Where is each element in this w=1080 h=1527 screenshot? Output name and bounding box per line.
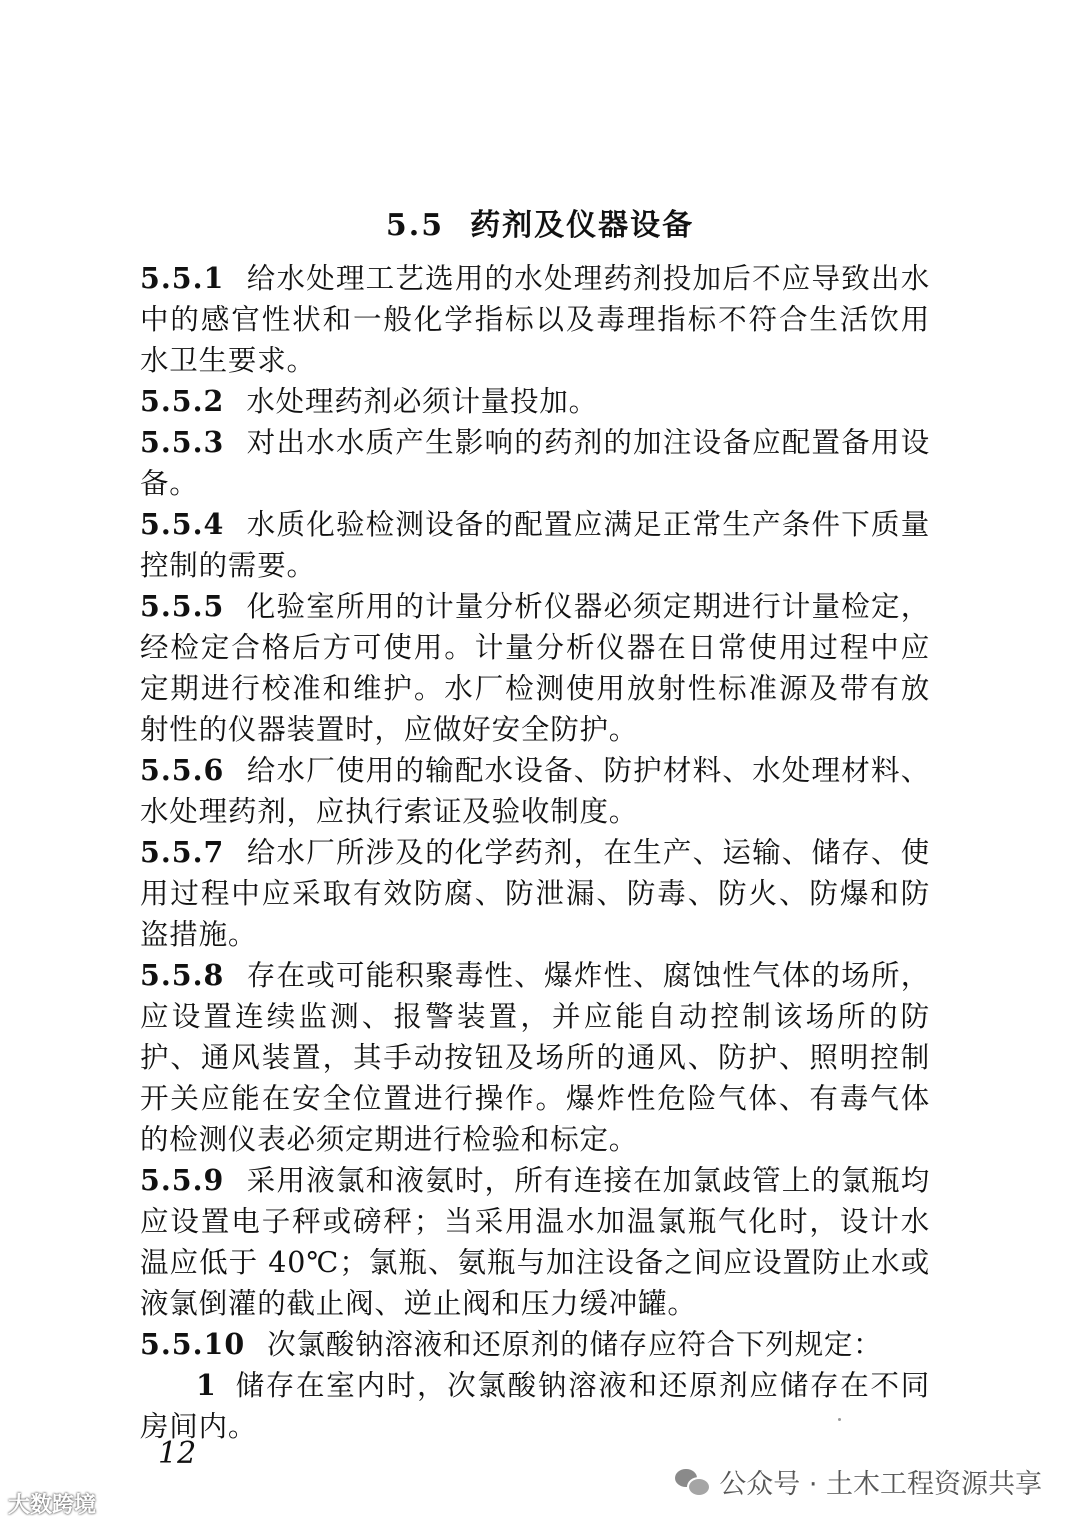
clause-number: 5.5.10 — [140, 1327, 246, 1361]
clause-number: 5.5.1 — [140, 261, 225, 295]
item-number: 1 — [196, 1368, 217, 1402]
clause-5-5-9 — [140, 1160, 930, 1324]
corner-watermark: 大数跨境 — [8, 1493, 97, 1518]
clause-text: 对出水水质产生影响的药剂的加注设备应配置备用设备。 — [140, 426, 930, 500]
list-item-1 — [140, 1365, 930, 1447]
clause-list — [140, 258, 930, 1447]
wechat-icon — [675, 1469, 709, 1495]
clause-number: 5.5.3 — [140, 425, 225, 459]
clause-5-5-4 — [140, 504, 930, 586]
clause-5-5-5 — [140, 586, 930, 750]
clause-number: 5.5.4 — [140, 507, 225, 541]
clause-5-5-2 — [140, 381, 930, 422]
scan-speck — [838, 1418, 841, 1421]
item-text: 储存在室内时，次氯酸钠溶液和还原剂应储存在不同房间内。 — [140, 1369, 930, 1443]
clause-text: 化验室所用的计量分析仪器必须定期进行计量检定，经检定合格后方可使用。计量分析仪器在日常使用过程中应定期进行校准和维护。水厂检测使用放射性标准源及带有放射性的仪器装置时，应做好安全防护。 — [140, 590, 930, 746]
clause-number: 5.5.6 — [140, 753, 225, 787]
clause-text: 给水厂所涉及的化学药剂，在生产、运输、储存、使用过程中应采取有效防腐、防泄漏、防毒、防火、防爆和防盗措施。 — [140, 836, 930, 951]
clause-text: 给水处理工艺选用的水处理药剂投加后不应导致出水中的感官性状和一般化学指标以及毒理指标不符合生活饮用水卫生要求。 — [140, 262, 930, 377]
clause-text: 给水厂使用的输配水设备、防护材料、水处理材料、水处理药剂，应执行索证及验收制度。 — [140, 754, 930, 828]
clause-text: 存在或可能积聚毒性、爆炸性、腐蚀性气体的场所，应设置连续监测、报警装置，并应能自动控制该场所的防护、通风装置，其手动按钮及场所的通风、防护、照明控制开关应能在安全位置进行操作。爆炸性危险气体、有毒气体的检测仪表必须定期进行检验和标定。 — [140, 959, 930, 1156]
watermark-text: 公众号 · 土木工程资源共享 — [719, 1469, 1042, 1500]
clause-5-5-6 — [140, 750, 930, 832]
section-number: 5.5 — [385, 208, 445, 243]
clause-text: 水质化验检测设备的配置应满足正常生产条件下质量控制的需要。 — [140, 508, 930, 582]
clause-number: 5.5.5 — [140, 589, 225, 623]
watermark — [675, 1462, 1042, 1501]
page-number: 12 — [158, 1436, 197, 1471]
clause-5-5-3 — [140, 422, 930, 504]
section-title — [0, 200, 1080, 244]
clause-5-5-1 — [140, 258, 930, 381]
clause-number: 5.5.9 — [140, 1163, 225, 1197]
section-heading: 药剂及仪器设备 — [470, 208, 695, 243]
clause-5-5-7 — [140, 832, 930, 955]
clause-5-5-10 — [140, 1324, 930, 1365]
clause-5-5-8 — [140, 955, 930, 1160]
clause-text: 次氯酸钠溶液和还原剂的储存应符合下列规定： — [267, 1328, 883, 1361]
clause-number: 5.5.8 — [140, 958, 225, 992]
clause-text: 采用液氯和液氨时，所有连接在加氯歧管上的氯瓶均应设置电子秤或磅秤；当采用温水加温氯瓶气化时，设计水温应低于 40℃；氯瓶、氨瓶与加注设备之间应设置防止水或液氯倒灌的截止阀、逆止阀和压力缓冲罐。 — [140, 1164, 930, 1320]
clause-number: 5.5.7 — [140, 835, 225, 869]
clause-text: 水处理药剂必须计量投加。 — [246, 385, 598, 418]
clause-number: 5.5.2 — [140, 384, 225, 418]
